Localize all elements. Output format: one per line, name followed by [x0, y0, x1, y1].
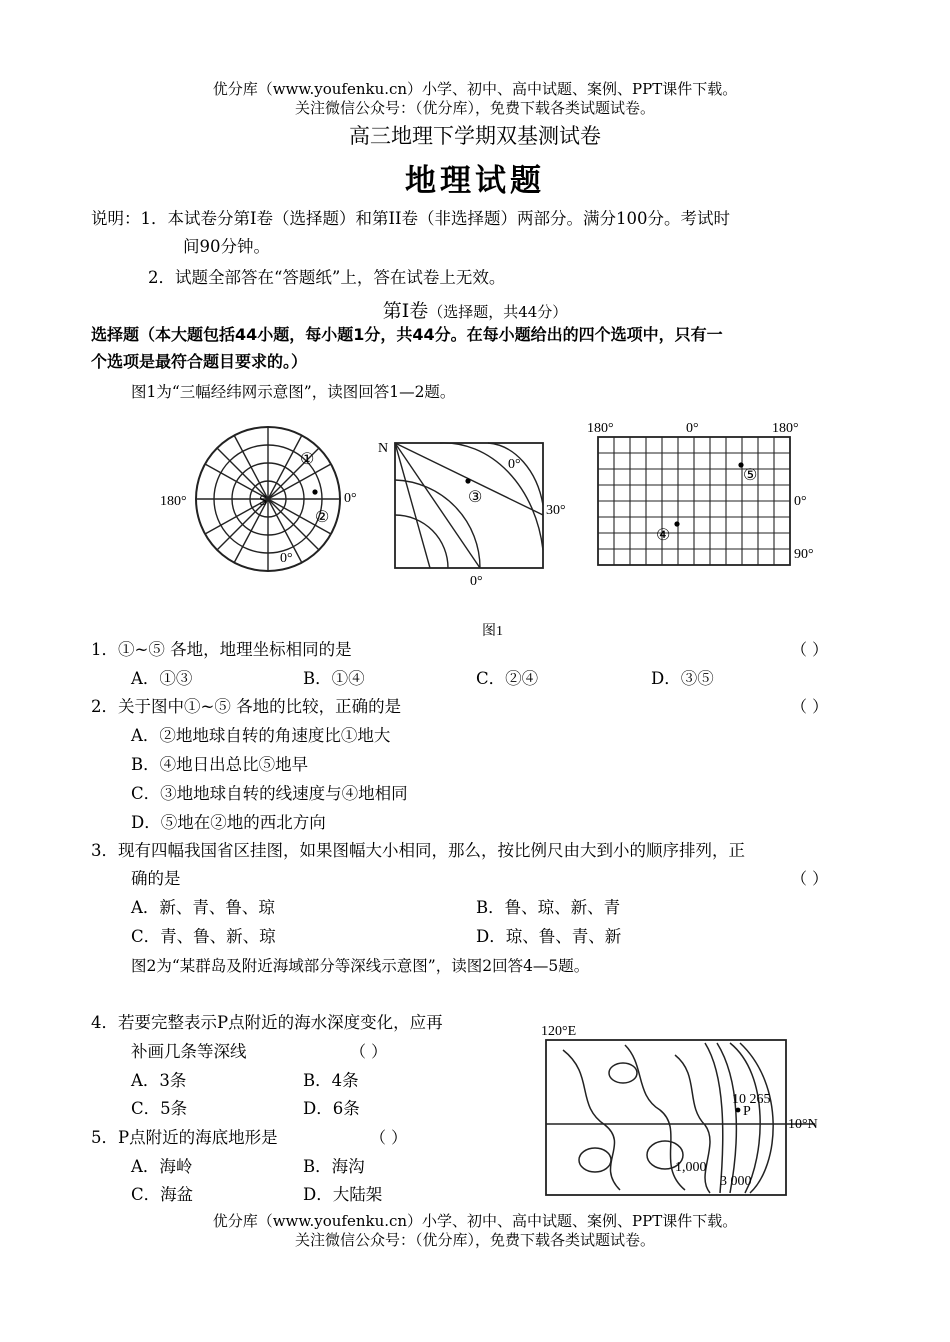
q3-option-c[interactable]: C．青、鲁、新、琼	[131, 927, 276, 946]
fig1-intro: 图1为“三幅经纬网示意图”，读图回答1—2题。	[131, 383, 456, 401]
fig1-c2-bottom: 0°	[470, 574, 483, 589]
point-5: ⑤	[743, 467, 758, 484]
q4-option-d[interactable]: D．6条	[303, 1099, 360, 1118]
q4-answer-paren[interactable]: （ ）	[350, 1042, 388, 1061]
fig1-c1-bottom: 0°	[280, 551, 293, 566]
fig2-point-p: P	[743, 1104, 751, 1119]
q1-option-d[interactable]: D．③⑤	[651, 669, 714, 688]
header-line-2: 关注微信公众号：（优分库），免费下载各类试题试卷。	[294, 99, 655, 117]
fig2-contour-1000: 1,000	[675, 1160, 707, 1175]
q5-stem: 5．P点附近的海底地形是	[91, 1128, 278, 1147]
q2-option-a[interactable]: A．②地地球自转的角速度比①地大	[131, 726, 391, 745]
q5-answer-paren[interactable]: （ ）	[370, 1128, 408, 1147]
q1-stem: 1．①~⑤ 各地，地理坐标相同的是	[91, 640, 352, 659]
q3-stem: 3．现有四幅我国省区挂图，如果图幅大小相同，那么，按比例尺由大到小的顺序排列，正	[91, 841, 745, 860]
point-1: ①	[300, 451, 315, 468]
instruction-1: 选择题（本大题包括44小题，每小题1分，共44分。在每小题给出的四个选项中，只有一	[91, 325, 723, 344]
point-3: ③	[468, 489, 483, 506]
q2-option-d[interactable]: D．⑤地在②地的西北方向	[131, 813, 326, 832]
note-1-cont: 间90分钟。	[183, 237, 270, 256]
q4-option-c[interactable]: C．5条	[131, 1099, 188, 1118]
q5-option-a[interactable]: A．海岭	[131, 1157, 193, 1176]
q4-option-a[interactable]: A．3条	[131, 1071, 187, 1090]
q1-option-c[interactable]: C．②④	[476, 669, 539, 688]
point-4: ④	[656, 527, 671, 544]
q4-stem: 4．若要完整表示P点附近的海水深度变化，应再	[91, 1013, 443, 1032]
q3-stem-cont: 确的是	[131, 869, 181, 888]
footer-line-2: 关注微信公众号：（优分库），免费下载各类试题试卷。	[294, 1231, 655, 1249]
q3-option-d[interactable]: D．琼、鲁、青、新	[476, 927, 622, 946]
q3-answer-paren[interactable]: （ ）	[791, 869, 829, 888]
q4-stem-cont: 补画几条等深线	[131, 1042, 247, 1061]
q3-option-b[interactable]: B．鲁、琼、新、青	[476, 898, 621, 917]
fig1-c1-left: 180°	[160, 494, 187, 509]
q2-answer-paren[interactable]: （ ）	[791, 697, 829, 716]
figure-1	[150, 410, 830, 645]
fig1-c3-tm: 0°	[686, 421, 699, 436]
footer-line-1: 优分库（www.youfenku.cn）小学、初中、高中试题、案例、PPT课件下载。	[212, 1212, 738, 1230]
fig1-c2-top: 0°	[508, 457, 521, 472]
point-2: ②	[315, 509, 330, 526]
q2-option-c[interactable]: C．③地地球自转的线速度与④地相同	[131, 784, 408, 803]
q5-option-d[interactable]: D．大陆架	[303, 1185, 383, 1204]
note-2: 2．试题全部答在“答题纸”上，答在试卷上无效。	[148, 268, 506, 287]
q1-answer-paren[interactable]: （ ）	[791, 640, 829, 659]
instruction-2: 个选项是最符合题目要求的。）	[91, 352, 308, 371]
section-note: （选择题，共44分）	[428, 303, 568, 321]
q3-option-a[interactable]: A．新、青、鲁、琼	[131, 898, 275, 917]
q5-option-c[interactable]: C．海盆	[131, 1185, 194, 1204]
fig1-c1-right: 0°	[344, 491, 357, 506]
fig2-lat-label: 10°N	[788, 1117, 818, 1132]
section-title	[0, 296, 950, 323]
fig2-contour-3000: 3 000	[720, 1174, 752, 1189]
fig1-c2-n: N	[378, 441, 389, 456]
fig1-s-label: S	[259, 493, 268, 509]
fig1-c3-r2: 90°	[794, 547, 814, 562]
fig1-c2-right: 30°	[546, 503, 566, 518]
q2-option-b[interactable]: B．④地日出总比⑤地早	[131, 755, 309, 774]
header-line-1: 优分库（www.youfenku.cn）小学、初中、高中试题、案例、PPT课件下载。	[212, 80, 738, 98]
exam-title: 地理试题	[405, 163, 545, 199]
figure-2	[535, 1015, 835, 1215]
section-name: 第Ⅰ卷	[382, 300, 429, 322]
q1-option-b[interactable]: B．①④	[303, 669, 365, 688]
fig2-depth-label: 10 265	[732, 1092, 771, 1107]
q4-option-b[interactable]: B．4条	[303, 1071, 359, 1090]
q5-option-b[interactable]: B．海沟	[303, 1157, 365, 1176]
fig1-caption: 图1	[482, 624, 503, 639]
q2-stem: 2．关于图中①~⑤ 各地的比较，正确的是	[91, 697, 402, 716]
q1-option-a[interactable]: A．①③	[131, 669, 193, 688]
grid-lines	[598, 437, 790, 565]
fig1-c3-tl: 180°	[587, 421, 614, 436]
exam-subtitle: 高三地理下学期双基测试卷	[349, 124, 601, 148]
fig2-lon-label: 120°E	[541, 1024, 577, 1039]
fig1-c3-tr: 180°	[772, 421, 799, 436]
fig2-intro: 图2为“某群岛及附近海域部分等深线示意图”，读图2回答4—5题。	[131, 957, 590, 975]
fig1-c3-r1: 0°	[794, 494, 807, 509]
note-1: 说明：1．本试卷分第Ⅰ卷（选择题）和第II卷（非选择题）两部分。满分100分。考试时	[91, 209, 731, 228]
